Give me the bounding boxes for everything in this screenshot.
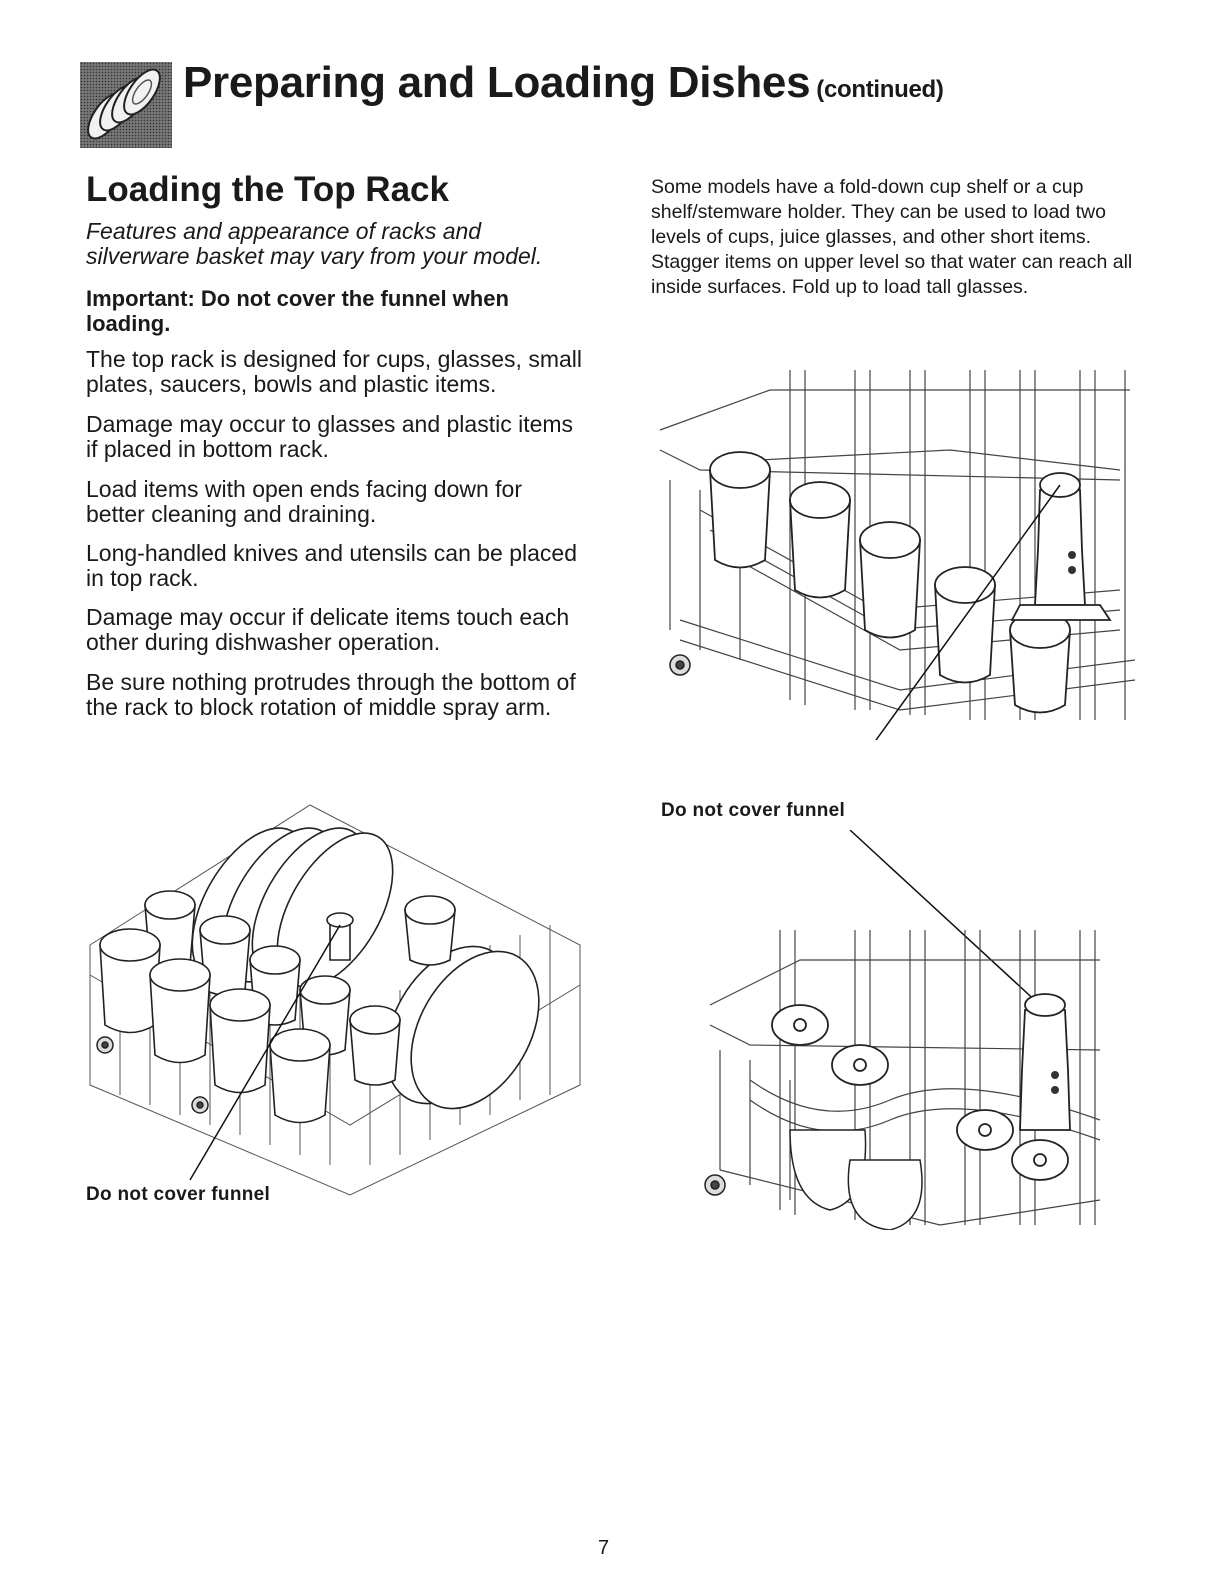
paragraph-long-handled: Long-handled knives and utensils can be placed in top rack.: [86, 540, 578, 591]
page-number: 7: [598, 1537, 610, 1559]
paragraph-open-ends: Load items with open ends facing down for better cleaning and draining.: [86, 476, 522, 527]
cup-shelf-illustration: [640, 360, 1140, 740]
paragraph-top-rack-purpose: The top rack is designed for cups, glasses, small plates, saucers, bowls and plastic items.: [86, 346, 583, 397]
funnel-callout-bottom: Do not cover funnel: [86, 1184, 271, 1205]
section-subtitle: Features and appearance of racks and silverware basket may vary from your model.: [86, 218, 543, 269]
paragraph-delicate-items: Damage may occur if delicate items touch each other during dishwasher operation.: [86, 604, 570, 655]
page-title: Preparing and Loading Dishes (continued): [183, 58, 944, 107]
page-title-continued: (continued): [816, 76, 944, 103]
dishes-stack-icon: [80, 62, 172, 148]
paragraph-damage-bottom-rack: Damage may occur to glasses and plastic items if placed in bottom rack.: [86, 411, 574, 462]
funnel-callout-top: Do not cover funnel: [661, 800, 846, 821]
cup-shelf-description: Some models have a fold-down cup shelf or a cup shelf/stemware holder. They can be used to load two levels of cups, juice glasses, and other short items. Stagger items on upper level so that water can reach all inside surfaces. Fold up to load tall glasses.: [651, 176, 1133, 298]
important-note: Important: Do not cover the funnel when loading.: [86, 286, 509, 336]
paragraph-spray-arm: Be sure nothing protrudes through the bottom of the rack to block rotation of middle spray arm.: [86, 669, 576, 720]
loaded-top-rack-illustration: [80, 795, 600, 1205]
stemware-holder-illustration: [690, 830, 1110, 1230]
section-title: Loading the Top Rack: [86, 170, 449, 209]
